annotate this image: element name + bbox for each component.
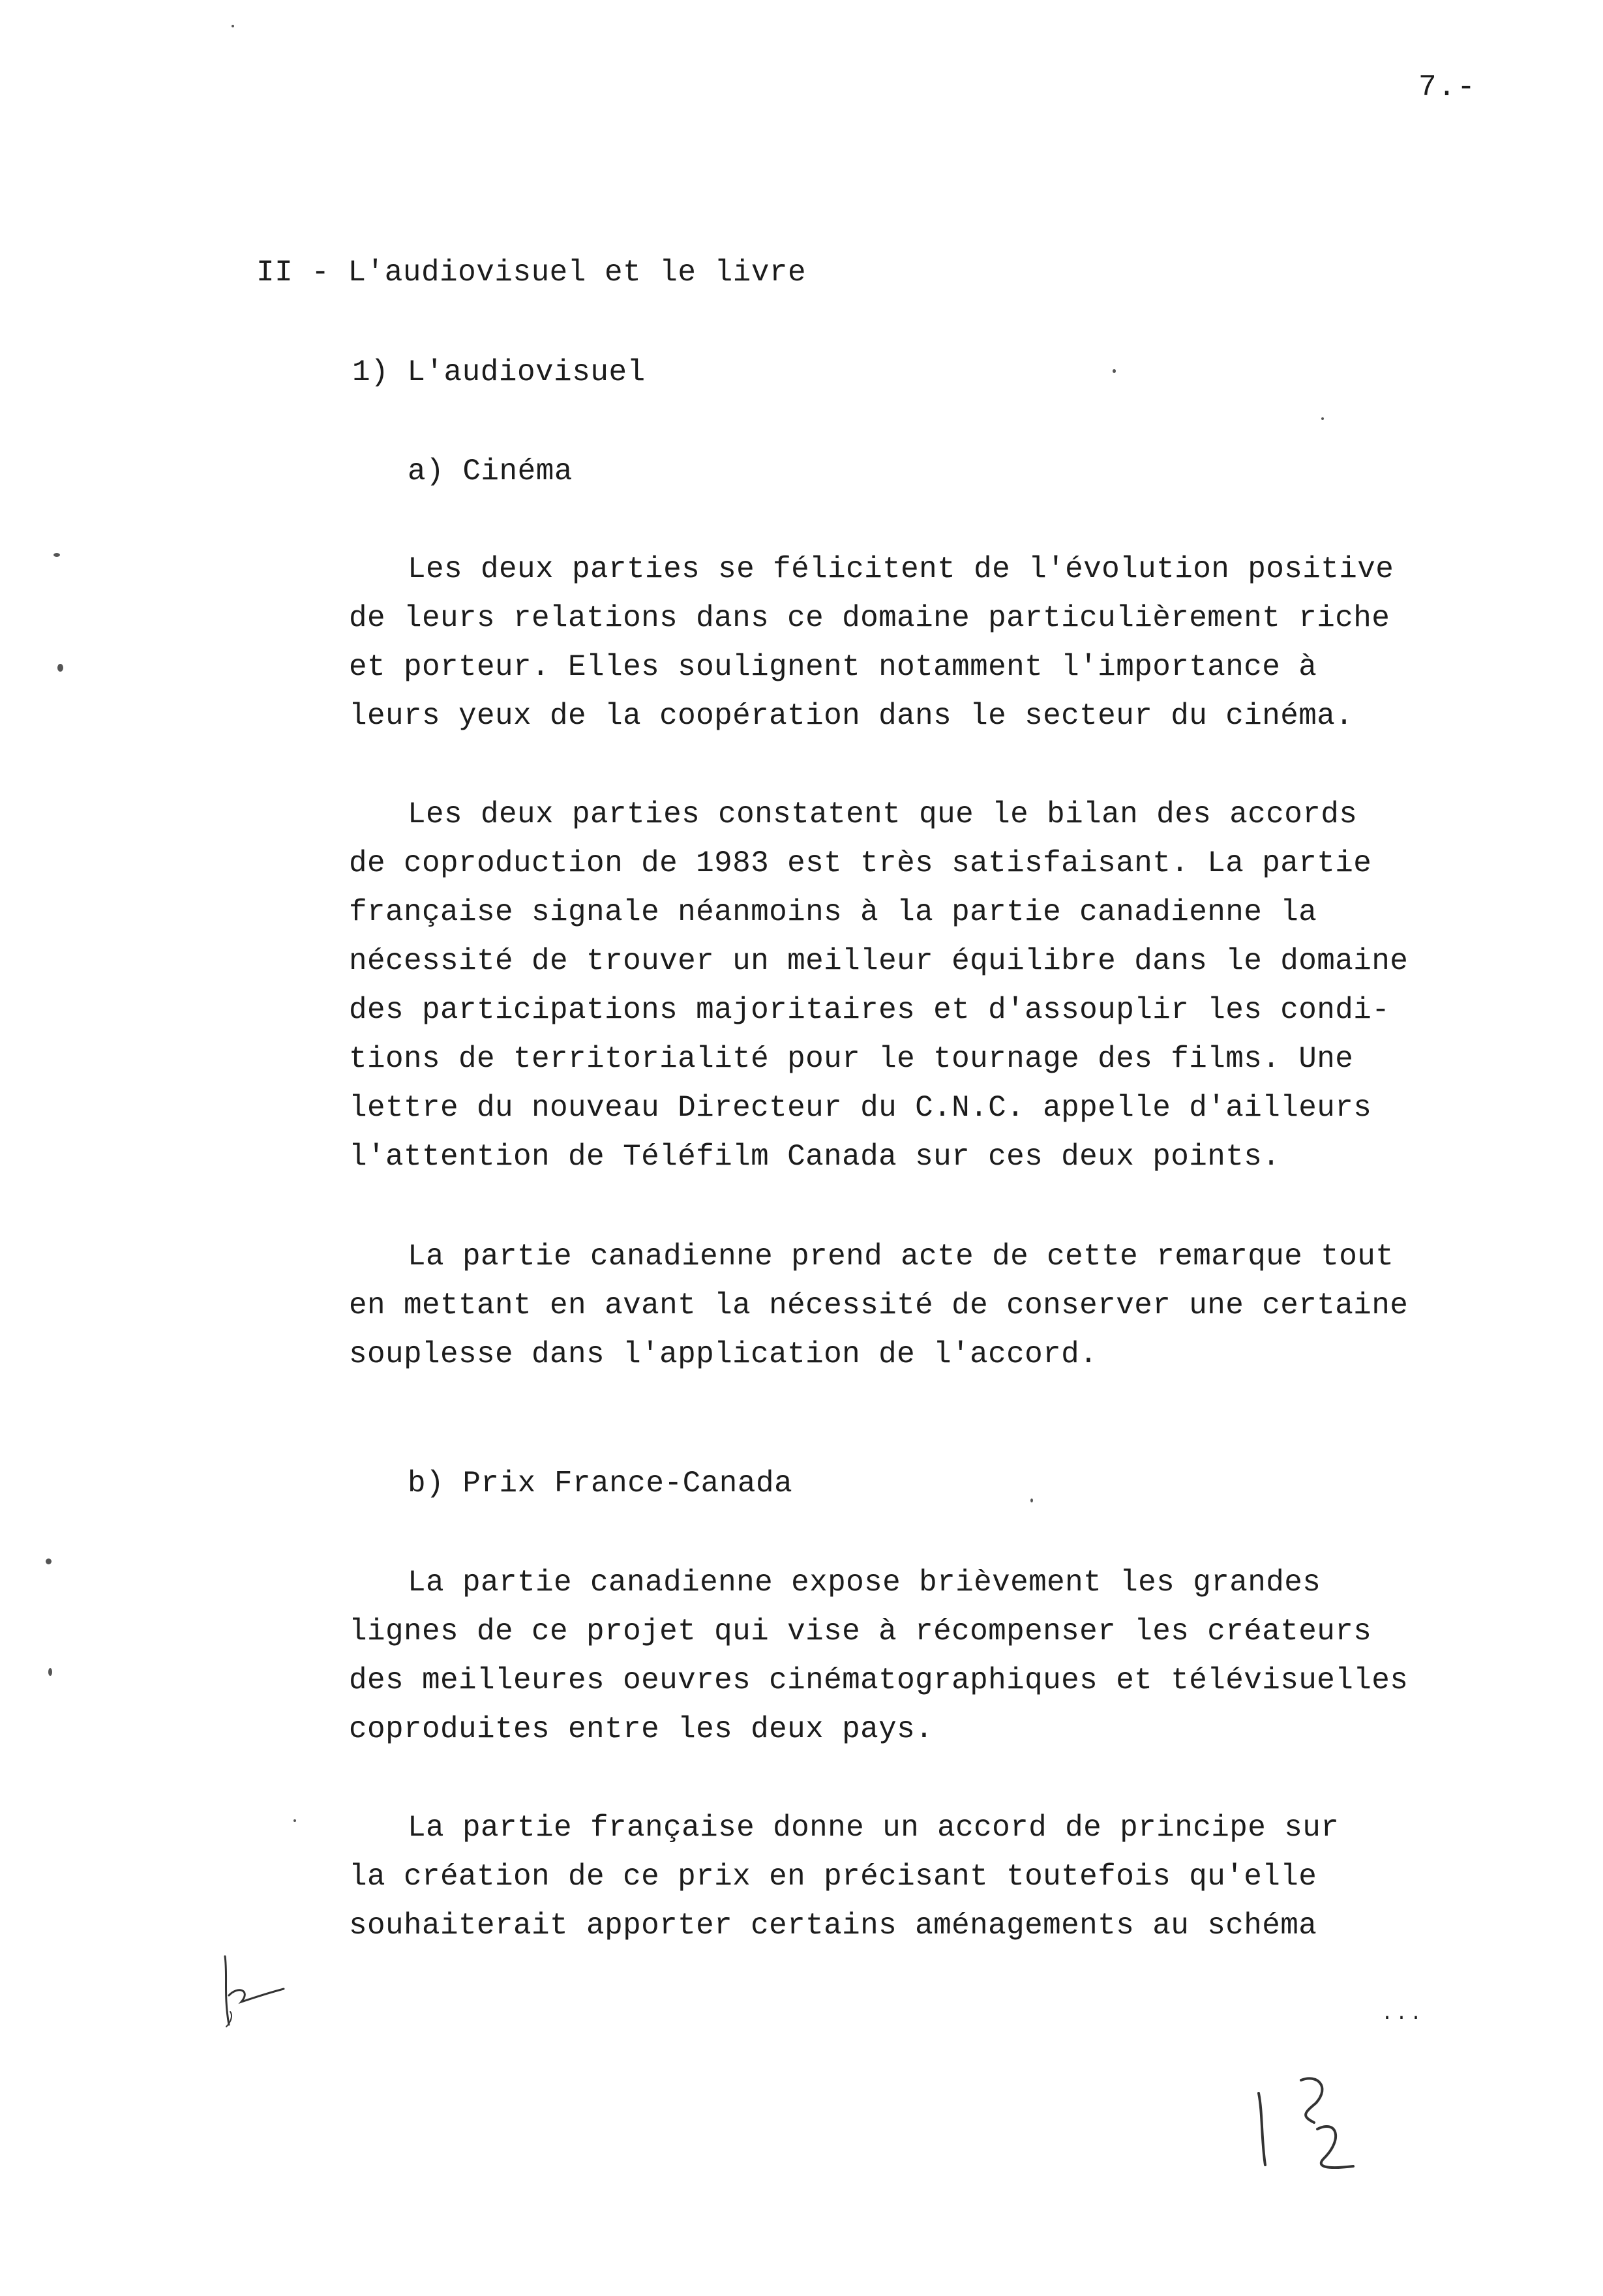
text-line: tions de territorialité pour le tournage des films. Une	[349, 1042, 1354, 1076]
continuation-marker: ...	[1381, 2003, 1425, 2025]
handwritten-folio-number-icon	[1239, 2067, 1370, 2178]
section-heading: II - L'audiovisuel et le livre	[256, 256, 807, 290]
part-b-heading: b) Prix France-Canada	[408, 1467, 793, 1500]
text-line: et porteur. Elles soulignent notamment l'importance à	[349, 650, 1317, 684]
text-line: lettre du nouveau Directeur du C.N.C. appelle d'ailleurs	[349, 1091, 1372, 1125]
handwritten-initials-icon	[212, 1950, 297, 2035]
paragraph-cinema-3	[349, 1232, 1510, 1379]
text-line: de leurs relations dans ce domaine particulièrement riche	[349, 601, 1390, 635]
scan-speck	[53, 553, 60, 557]
text-line: des meilleures oeuvres cinématographiques et télévisuelles	[349, 1663, 1409, 1697]
text-line: Les deux parties se félicitent de l'évolution positive	[408, 552, 1394, 586]
text-line: coproduites entre les deux pays.	[349, 1712, 934, 1746]
paragraph-cinema-1	[349, 545, 1510, 741]
scan-speck	[57, 664, 63, 672]
page-number: 7.-	[1418, 70, 1476, 104]
scan-speck	[232, 25, 234, 27]
text-line: l'attention de Téléfilm Canada sur ces deux points.	[349, 1140, 1281, 1174]
text-line: la création de ce prix en précisant toutefois qu'elle	[349, 1860, 1317, 1894]
text-line: des participations majoritaires et d'assouplir les condi-	[349, 993, 1390, 1027]
paragraph-prize-2	[349, 1804, 1510, 1950]
text-line: La partie canadienne expose brièvement les grandes	[408, 1566, 1321, 1600]
text-line: souhaiterait apporter certains aménagements au schéma	[349, 1909, 1317, 1943]
scan-speck	[48, 1668, 52, 1676]
text-line: de coproduction de 1983 est très satisfaisant. La partie	[349, 846, 1372, 880]
scan-speck	[1113, 369, 1116, 373]
part-a-heading: a) Cinéma	[408, 455, 573, 488]
text-line: lignes de ce projet qui vise à récompenser les créateurs	[349, 1615, 1372, 1648]
scan-speck	[1321, 417, 1324, 420]
subsection-heading: 1) L'audiovisuel	[352, 355, 646, 389]
scan-speck	[46, 1558, 52, 1564]
text-line: nécessité de trouver un meilleur équilibre dans le domaine	[349, 944, 1409, 978]
scan-speck	[293, 1819, 296, 1822]
text-line: leurs yeux de la coopération dans le secteur du cinéma.	[349, 699, 1354, 733]
text-line: La partie française donne un accord de principe sur	[408, 1811, 1340, 1845]
text-line: Les deux parties constatent que le bilan des accords	[408, 798, 1358, 831]
text-line: souplesse dans l'application de l'accord.	[349, 1337, 1098, 1371]
text-line: française signale néanmoins à la partie canadienne la	[349, 895, 1317, 929]
paragraph-cinema-2	[349, 790, 1510, 1182]
text-line: en mettant en avant la nécessité de conserver une certaine	[349, 1289, 1409, 1322]
text-line: La partie canadienne prend acte de cette remarque tout	[408, 1240, 1394, 1274]
scan-speck	[1030, 1498, 1033, 1502]
paragraph-prize-1	[349, 1558, 1510, 1754]
